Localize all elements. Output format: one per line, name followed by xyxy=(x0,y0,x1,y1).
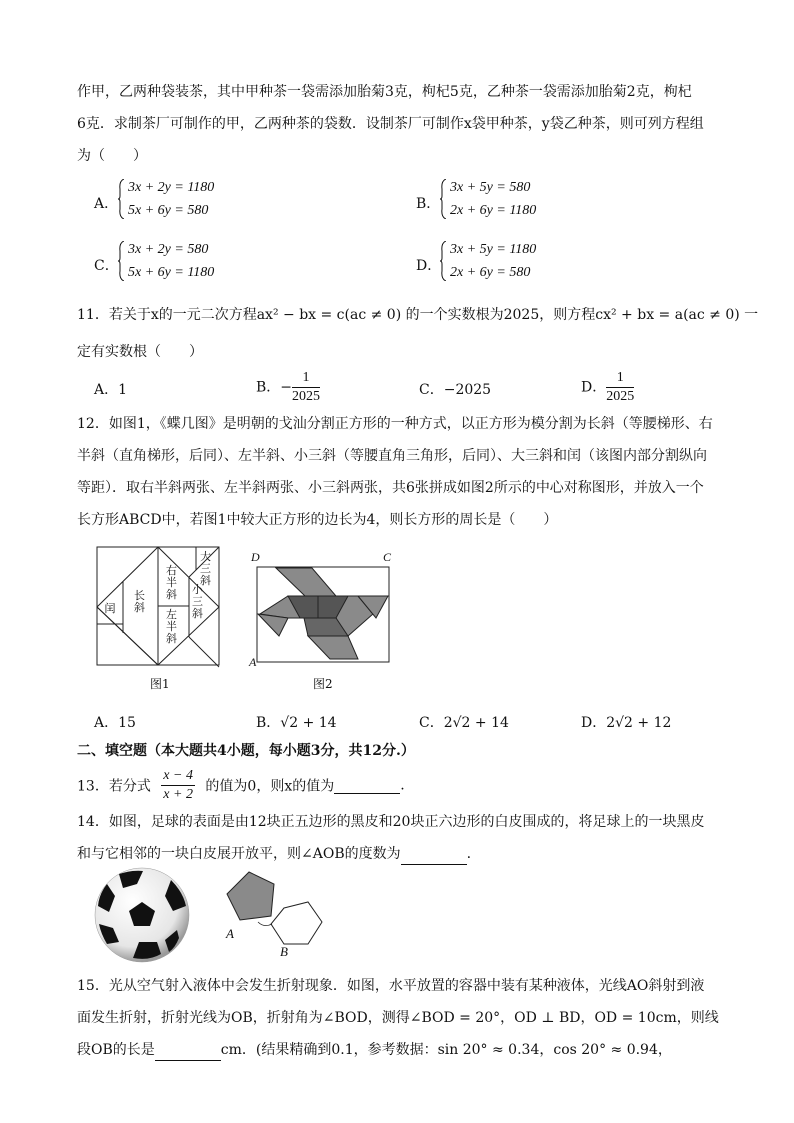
numerator: 1 xyxy=(292,369,320,388)
q14-answer-blank[interactable] xyxy=(401,844,467,865)
figure-1-caption: 图1 xyxy=(150,677,170,691)
q12-option-c[interactable]: C．2√2 + 14 xyxy=(419,715,509,731)
point-a-label: A xyxy=(249,655,257,669)
q13 xyxy=(77,767,405,804)
q14-text: 和与它相邻的一块白皮展开放平，则∠AOB的度数为 xyxy=(77,846,401,862)
point-d-label: D xyxy=(251,550,260,564)
denominator: x + 2 xyxy=(163,787,193,802)
numerator: x − 4 xyxy=(161,767,195,786)
q14-line2 xyxy=(77,844,471,865)
q13-prefix: 13．若分式 xyxy=(77,778,151,795)
q15-answer-blank[interactable] xyxy=(155,1040,221,1061)
q15-text-b: cm．(结果精确到0.1，参考数据：sin 20° ≈ 0.34，cos 20° ≈ 0.94， xyxy=(220,1042,672,1058)
label-you-ban-xie: 右 半 斜 xyxy=(166,564,177,601)
minus-sign: − xyxy=(280,379,293,396)
q15-line3 xyxy=(77,1040,672,1061)
option-label: B． xyxy=(416,196,441,212)
figure-2-caption: 图2 xyxy=(313,677,333,691)
label-chang-xie: 长 斜 xyxy=(134,589,145,614)
q15-text-a: 段OB的长是 xyxy=(77,1042,155,1058)
equation-system xyxy=(128,176,214,222)
equation: 3x + 5y = 1180 xyxy=(450,242,537,257)
section-2-heading: 二、填空题（本大题共4小题，每小题3分，共12分.） xyxy=(77,743,415,759)
q11-option-b[interactable] xyxy=(256,369,320,406)
option-label: A． xyxy=(94,196,119,212)
point-b-label: B xyxy=(280,944,288,959)
pentagon-hexagon-figure xyxy=(222,866,332,948)
denominator: 2025 xyxy=(606,389,635,404)
brace-icon xyxy=(118,179,124,219)
q13-answer-blank[interactable] xyxy=(334,777,400,794)
fraction xyxy=(292,369,320,406)
fraction xyxy=(606,369,634,406)
equation: 3x + 2y = 580 xyxy=(128,242,209,257)
equation: 3x + 5y = 580 xyxy=(450,180,531,195)
q15-line1: 15．光从空气射入液体中会发生折射现象．如图，水平放置的容器中装有某种液体，光线AO斜射到液 xyxy=(77,978,705,994)
denominator: 2025 xyxy=(292,389,321,404)
q11-option-c[interactable]: C．−2025 xyxy=(419,382,492,398)
equation-system xyxy=(450,238,536,284)
q14-line1: 14．如图，足球的表面是由12块正五边形的黑皮和20块正六边形的白皮围成的，将足球上的一块黑皮 xyxy=(77,814,705,830)
q11-option-d[interactable] xyxy=(581,369,634,406)
q11-line2: 定有实数根（ ） xyxy=(77,344,203,360)
soccer-ball-icon xyxy=(93,866,191,964)
equation: 2x + 6y = 580 xyxy=(450,265,531,280)
option-label: C． xyxy=(94,258,119,274)
figure-2-rectangle-abcd xyxy=(248,548,398,670)
point-a-label: A xyxy=(226,926,234,941)
label-da-san-xie: 大 三 斜 xyxy=(200,550,211,587)
q14-end: . xyxy=(466,846,472,862)
q11-option-a[interactable]: A．1 xyxy=(94,382,128,398)
option-label: B． xyxy=(256,379,281,396)
q10-line3: 为（ ） xyxy=(77,148,147,164)
equation-system xyxy=(450,176,536,222)
q13-fraction xyxy=(161,767,195,804)
numerator: 1 xyxy=(606,369,634,388)
q12-line4: 长方形ABCD中，若图1中较大正方形的边长为4，则长方形的周长是（ ） xyxy=(77,512,558,528)
option-label: D． xyxy=(581,379,607,396)
q13-suffix: 的值为0，则x的值为 xyxy=(205,778,335,795)
q11-line1: 11．若关于x的一元二次方程ax² − bx = c(ac ≠ 0) 的一个实数根为2025，则方程cx² + bx = a(ac ≠ 0) 一 xyxy=(77,307,759,323)
label-xiao-san-xie: 小 三 斜 xyxy=(192,583,203,620)
equation: 5x + 6y = 1180 xyxy=(128,265,215,280)
brace-icon xyxy=(440,179,446,219)
equation: 5x + 6y = 580 xyxy=(128,203,209,218)
q12-option-a[interactable]: A．15 xyxy=(94,715,136,731)
label-zuo-ban-xie: 左 半 斜 xyxy=(166,608,177,645)
option-label: D． xyxy=(416,258,442,274)
equation: 2x + 6y = 1180 xyxy=(450,203,537,218)
equation: 3x + 2y = 1180 xyxy=(128,180,215,195)
q10-line2: 6克．求制茶厂可制作的甲，乙两种茶的袋数．设制茶厂可制作x袋甲种茶，y袋乙种茶，则可列方程组 xyxy=(77,116,704,132)
q13-end: . xyxy=(400,777,405,794)
q12-line1: 12．如图1，《蝶几图》是明朝的戈汕分割正方形的一种方式，以正方形为模分割为长斜（等腰梯形、右 xyxy=(77,416,713,432)
label-run: 闰 xyxy=(104,602,116,615)
brace-icon xyxy=(440,241,446,281)
q12-line3: 等距）．取右半斜两张、左半斜两张、小三斜两张，共6张拼成如图2所示的中心对称图形，并放入一个 xyxy=(77,480,704,496)
q12-option-b[interactable]: B．√2 + 14 xyxy=(256,715,337,731)
equation-system xyxy=(128,238,214,284)
q10-line1: 作甲，乙两种袋装茶，其中甲种茶一袋需添加胎菊3克，枸杞5克，乙种茶一袋需添加胎菊2克，枸杞 xyxy=(77,84,692,100)
q12-option-d[interactable]: D．2√2 + 12 xyxy=(581,715,672,731)
q12-line2: 半斜（直角梯形，后同）、左半斜、小三斜（等腰直角三角形，后同）、大三斜和闰（该图内部分割纵向 xyxy=(77,448,707,464)
q15-line2: 面发生折射，折射光线为OB，折射角为∠BOD，测得∠BOD = 20°，OD ⊥ BD，OD = 10cm，则线 xyxy=(77,1010,719,1026)
brace-icon xyxy=(118,241,124,281)
point-c-label: C xyxy=(383,550,392,564)
